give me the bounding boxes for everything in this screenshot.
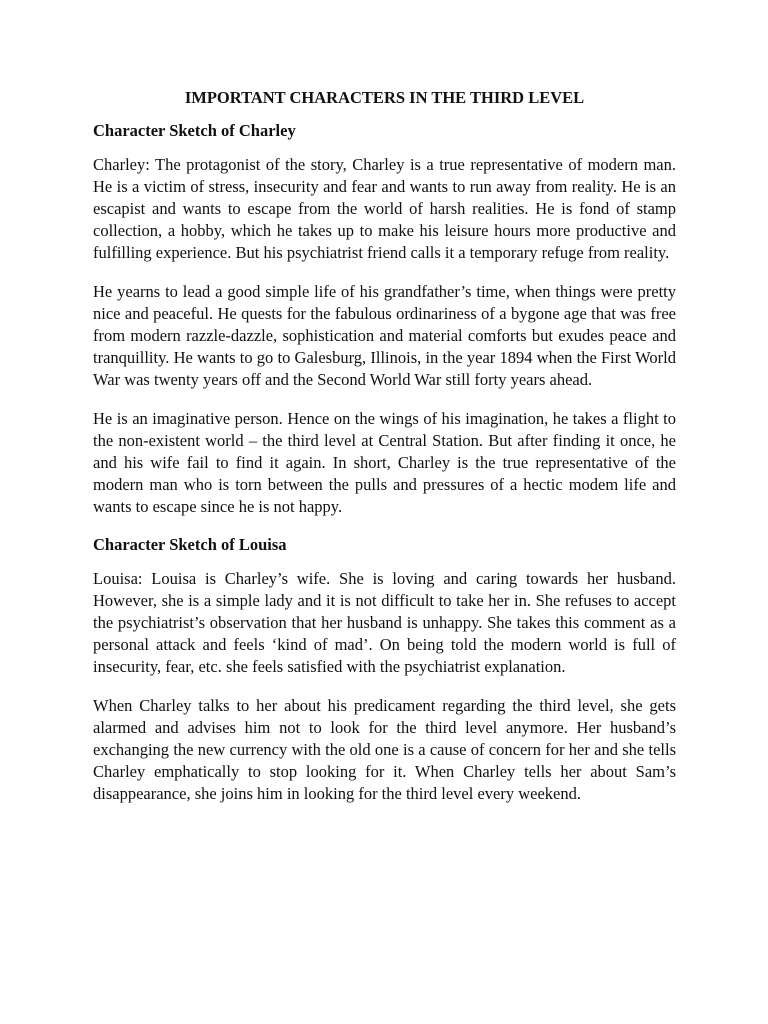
paragraph: When Charley talks to her about his predicament regarding the third level, she gets alarmed and advises him not to look for the third level anymore. Her husband’s exchanging the new currency with the old one is a cause of concern for her and she tells Charley emphatically to stop looking for it. When Charley tells her about Sam’s disappearance, she joins him in looking for the third level every weekend. — [93, 696, 676, 803]
section-heading-charley: Character Sketch of Charley — [93, 121, 296, 140]
document-title: IMPORTANT CHARACTERS IN THE THIRD LEVEL — [184, 88, 585, 107]
paragraph: He yearns to lead a good simple life of his grandfather’s time, when things were pretty nice and peaceful. He quests for the fabulous ordinariness of a bygone age that was free from modern razzle-dazzle, sophistication and material comforts but exudes peace and tranquillity. He wants to go to Galesburg, Illinois, in the year 1894 when the First World War was twenty years off and the Second World War still forty years ahead. — [93, 282, 676, 389]
paragraph: Charley: The protagonist of the story, Charley is a true representative of modern man. He is a victim of stress, insecurity and fear and wants to run away from reality. He is an escapist and wants to escape from the world of harsh realities. He is fond of stamp collection, a hobby, which he takes up to make his leisure hours more productive and fulfilling experience. But his psychiatrist friend calls it a temporary refuge from reality. — [93, 155, 676, 262]
document-page — [93, 88, 676, 822]
section-heading-louisa: Character Sketch of Louisa — [93, 535, 287, 554]
section-charley — [93, 121, 676, 518]
paragraph: He is an imaginative person. Hence on the wings of his imagination, he takes a flight to the non-existent world – the third level at Central Station. But after finding it once, he and his wife fail to find it again. In short, Charley is the true representative of the modern man who is torn between the pulls and pressures of a hectic modem life and wants to escape since he is not happy. — [93, 409, 676, 516]
paragraph: Louisa: Louisa is Charley’s wife. She is loving and caring towards her husband. However, she is a simple lady and it is not difficult to take her in. She refuses to accept the psychiatrist’s observation that her husband is unhappy. She takes this comment as a personal attack and feels ‘kind of mad’. On being told the modern world is full of insecurity, fear, etc. she feels satisfied with the psychiatrist explanation. — [93, 569, 676, 676]
section-louisa — [93, 535, 676, 805]
